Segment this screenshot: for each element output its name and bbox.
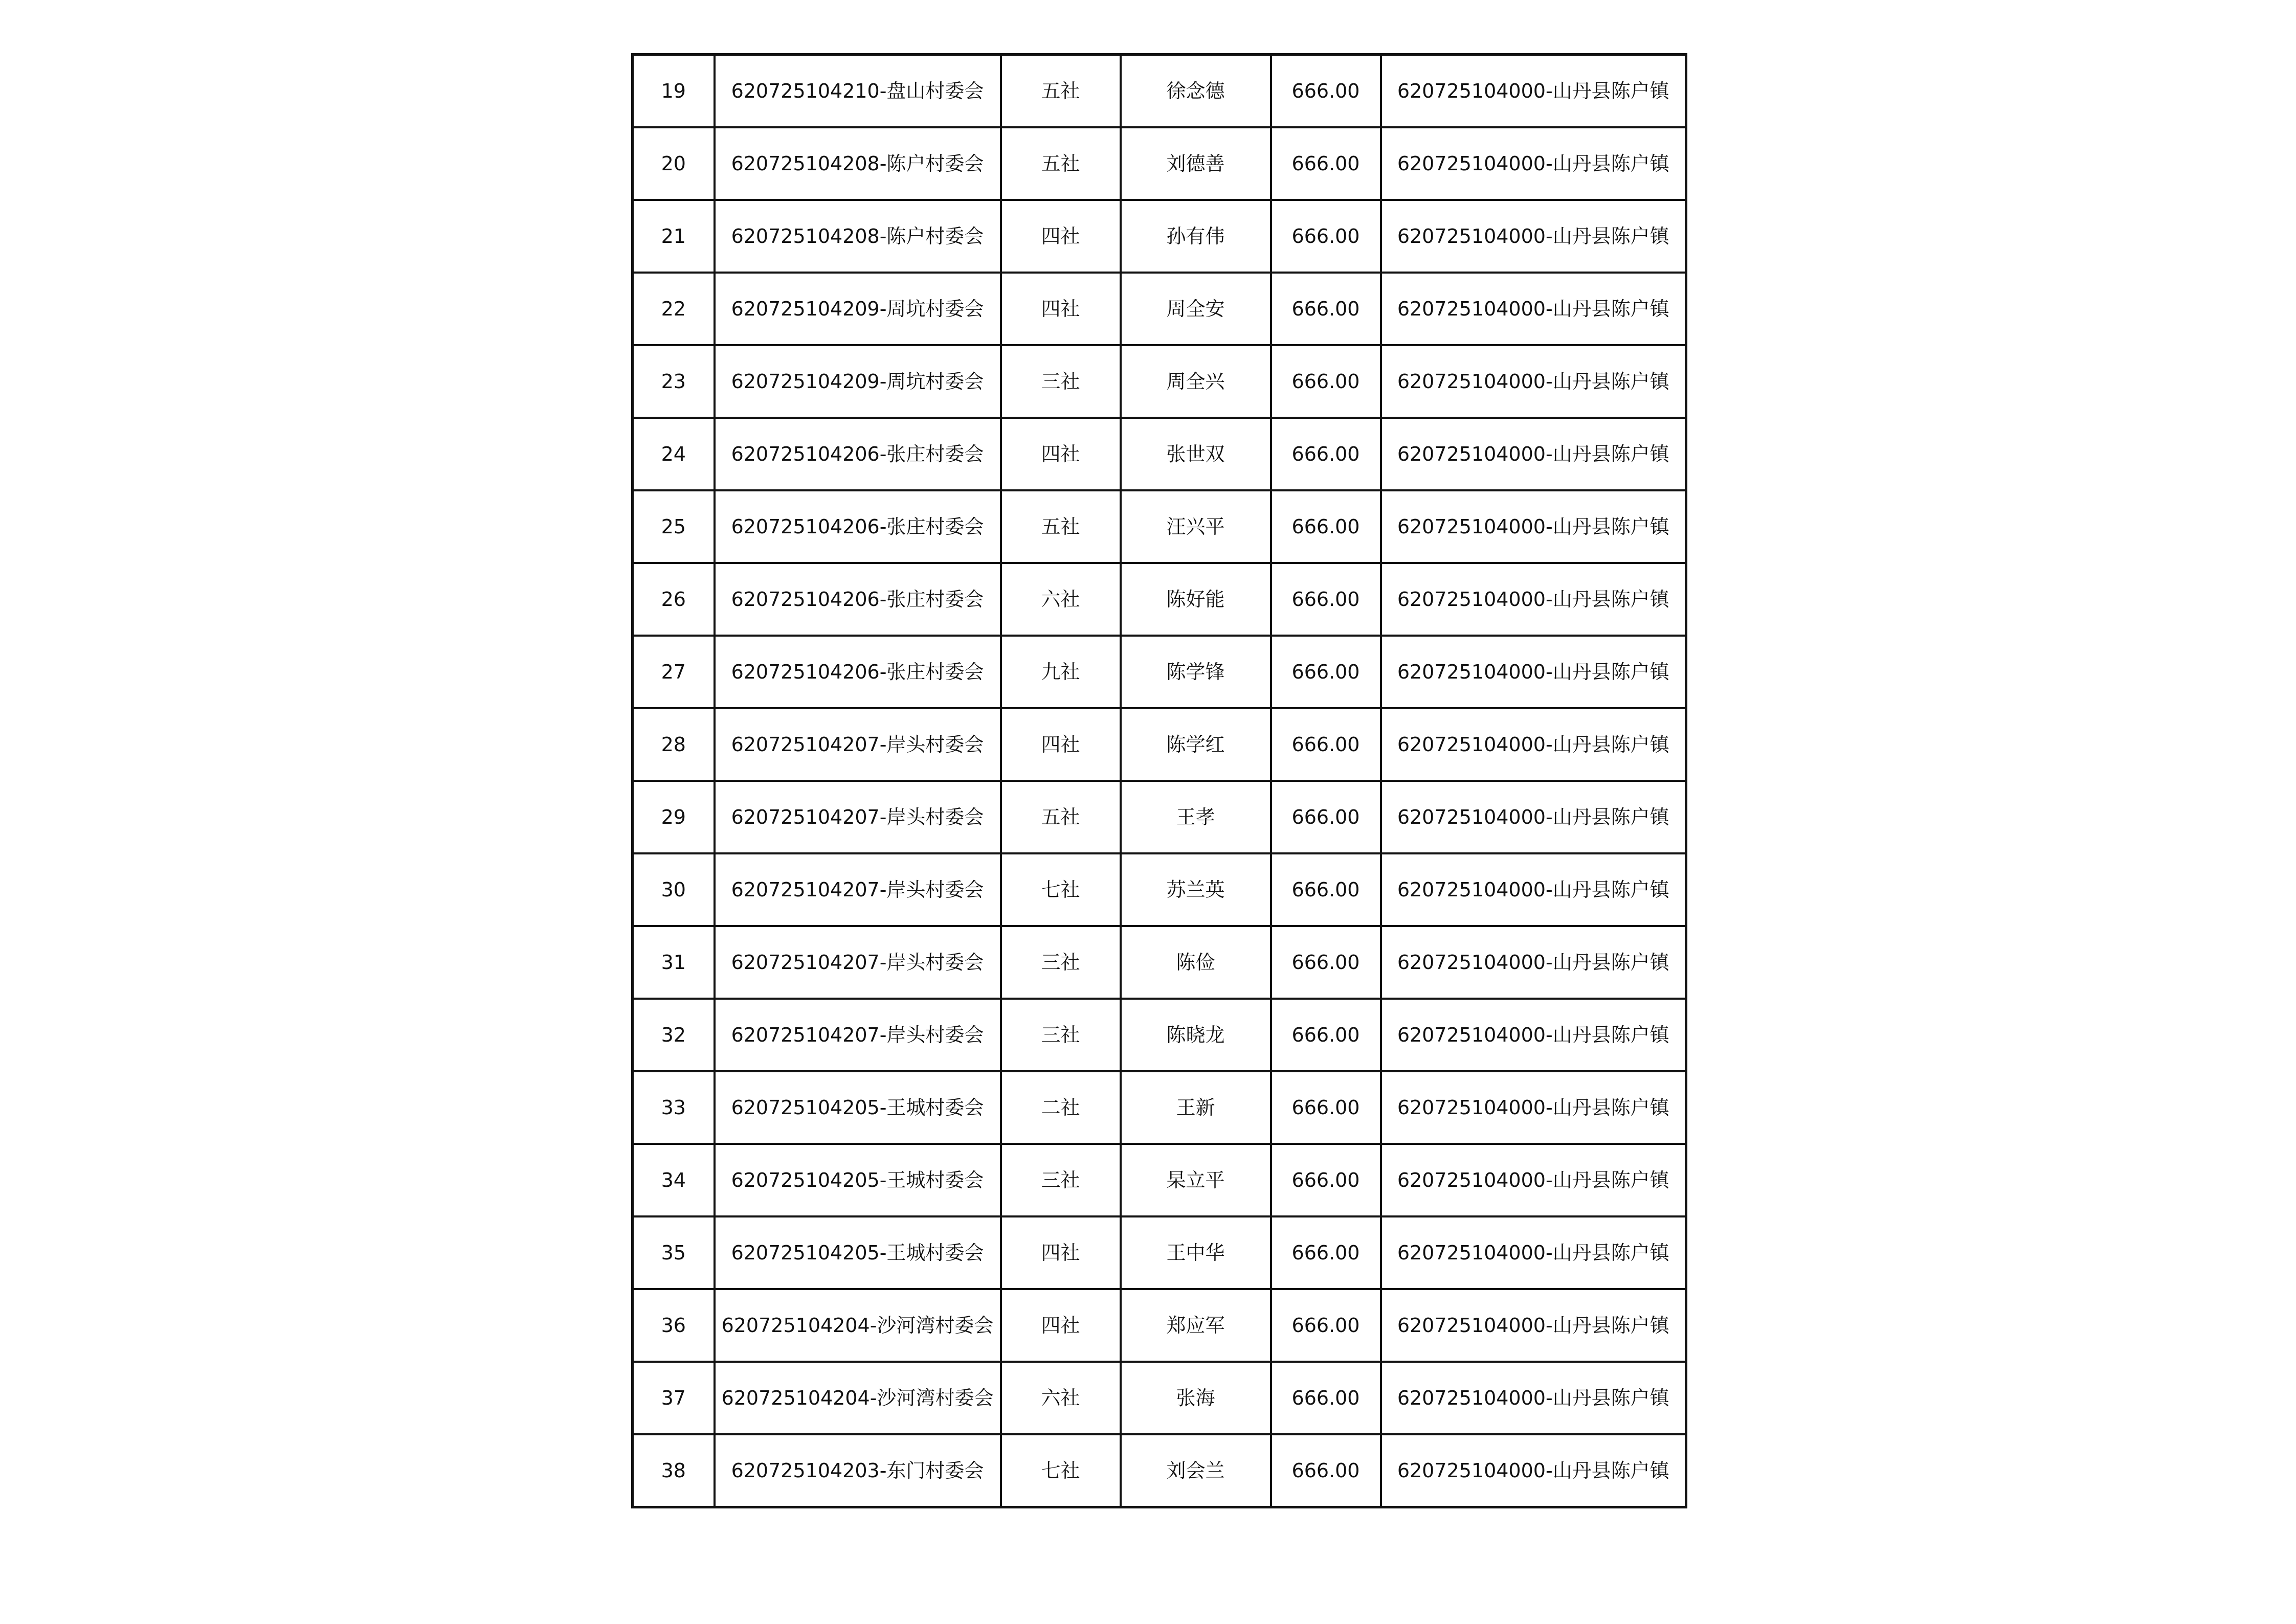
town-cell: 620725104000-山丹县陈户镇 <box>1381 1289 1686 1362</box>
row-number-cell: 33 <box>633 1071 715 1144</box>
table-row <box>633 563 1686 636</box>
amount-cell: 666.00 <box>1271 853 1381 926</box>
town-cell: 620725104000-山丹县陈户镇 <box>1381 708 1686 781</box>
row-number-cell: 28 <box>633 708 715 781</box>
name-cell: 刘会兰 <box>1121 1434 1271 1507</box>
row-number-cell: 37 <box>633 1362 715 1434</box>
table-row <box>633 55 1686 128</box>
name-cell: 陈学红 <box>1121 708 1271 781</box>
village-cell: 620725104205-王城村委会 <box>715 1071 1001 1144</box>
row-number-cell: 24 <box>633 418 715 490</box>
name-cell: 陈好能 <box>1121 563 1271 636</box>
name-cell: 陈晓龙 <box>1121 999 1271 1071</box>
amount-cell: 666.00 <box>1271 563 1381 636</box>
amount-cell: 666.00 <box>1271 55 1381 128</box>
amount-cell: 666.00 <box>1271 708 1381 781</box>
table-row <box>633 781 1686 853</box>
amount-cell: 666.00 <box>1271 273 1381 345</box>
village-cell: 620725104207-岸头村委会 <box>715 781 1001 853</box>
town-cell: 620725104000-山丹县陈户镇 <box>1381 273 1686 345</box>
amount-cell: 666.00 <box>1271 1071 1381 1144</box>
table-row <box>633 490 1686 563</box>
town-cell: 620725104000-山丹县陈户镇 <box>1381 1071 1686 1144</box>
amount-cell: 666.00 <box>1271 127 1381 200</box>
village-cell: 620725104207-岸头村委会 <box>715 853 1001 926</box>
table-row <box>633 636 1686 708</box>
village-cell: 620725104207-岸头村委会 <box>715 926 1001 999</box>
table-row <box>633 273 1686 345</box>
amount-cell: 666.00 <box>1271 1434 1381 1507</box>
table-row <box>633 1144 1686 1216</box>
village-cell: 620725104208-陈户村委会 <box>715 200 1001 273</box>
town-cell: 620725104000-山丹县陈户镇 <box>1381 636 1686 708</box>
table-row <box>633 1071 1686 1144</box>
table-row <box>633 418 1686 490</box>
name-cell: 郑应军 <box>1121 1289 1271 1362</box>
name-cell: 苏兰英 <box>1121 853 1271 926</box>
group-cell: 三社 <box>1001 999 1121 1071</box>
row-number-cell: 27 <box>633 636 715 708</box>
table-row <box>633 708 1686 781</box>
table-row <box>633 999 1686 1071</box>
table-row <box>633 1216 1686 1289</box>
group-cell: 七社 <box>1001 853 1121 926</box>
village-cell: 620725104210-盘山村委会 <box>715 55 1001 128</box>
village-cell: 620725104204-沙河湾村委会 <box>715 1289 1001 1362</box>
row-number-cell: 35 <box>633 1216 715 1289</box>
town-cell: 620725104000-山丹县陈户镇 <box>1381 127 1686 200</box>
town-cell: 620725104000-山丹县陈户镇 <box>1381 1216 1686 1289</box>
town-cell: 620725104000-山丹县陈户镇 <box>1381 345 1686 418</box>
group-cell: 四社 <box>1001 273 1121 345</box>
group-cell: 五社 <box>1001 127 1121 200</box>
amount-cell: 666.00 <box>1271 1216 1381 1289</box>
town-cell: 620725104000-山丹县陈户镇 <box>1381 418 1686 490</box>
row-number-cell: 25 <box>633 490 715 563</box>
name-cell: 周全安 <box>1121 273 1271 345</box>
village-cell: 620725104205-王城村委会 <box>715 1216 1001 1289</box>
group-cell: 五社 <box>1001 55 1121 128</box>
village-cell: 620725104206-张庄村委会 <box>715 490 1001 563</box>
village-cell: 620725104209-周坑村委会 <box>715 345 1001 418</box>
village-cell: 620725104204-沙河湾村委会 <box>715 1362 1001 1434</box>
amount-cell: 666.00 <box>1271 926 1381 999</box>
table-body <box>633 55 1686 1507</box>
row-number-cell: 29 <box>633 781 715 853</box>
name-cell: 张世双 <box>1121 418 1271 490</box>
town-cell: 620725104000-山丹县陈户镇 <box>1381 781 1686 853</box>
amount-cell: 666.00 <box>1271 636 1381 708</box>
row-number-cell: 26 <box>633 563 715 636</box>
row-number-cell: 23 <box>633 345 715 418</box>
group-cell: 七社 <box>1001 1434 1121 1507</box>
town-cell: 620725104000-山丹县陈户镇 <box>1381 1144 1686 1216</box>
group-cell: 六社 <box>1001 1362 1121 1434</box>
town-cell: 620725104000-山丹县陈户镇 <box>1381 926 1686 999</box>
group-cell: 五社 <box>1001 781 1121 853</box>
table-row <box>633 1434 1686 1507</box>
table-row <box>633 345 1686 418</box>
row-number-cell: 20 <box>633 127 715 200</box>
village-cell: 620725104208-陈户村委会 <box>715 127 1001 200</box>
group-cell: 四社 <box>1001 708 1121 781</box>
town-cell: 620725104000-山丹县陈户镇 <box>1381 55 1686 128</box>
name-cell: 陈俭 <box>1121 926 1271 999</box>
row-number-cell: 36 <box>633 1289 715 1362</box>
amount-cell: 666.00 <box>1271 1144 1381 1216</box>
name-cell: 汪兴平 <box>1121 490 1271 563</box>
name-cell: 张海 <box>1121 1362 1271 1434</box>
group-cell: 三社 <box>1001 345 1121 418</box>
village-cell: 620725104203-东门村委会 <box>715 1434 1001 1507</box>
row-number-cell: 19 <box>633 55 715 128</box>
town-cell: 620725104000-山丹县陈户镇 <box>1381 1362 1686 1434</box>
table-row <box>633 1289 1686 1362</box>
village-cell: 620725104207-岸头村委会 <box>715 708 1001 781</box>
amount-cell: 666.00 <box>1271 781 1381 853</box>
amount-cell: 666.00 <box>1271 200 1381 273</box>
name-cell: 王孝 <box>1121 781 1271 853</box>
group-cell: 四社 <box>1001 200 1121 273</box>
table-row <box>633 1362 1686 1434</box>
town-cell: 620725104000-山丹县陈户镇 <box>1381 200 1686 273</box>
table-row <box>633 200 1686 273</box>
name-cell: 周全兴 <box>1121 345 1271 418</box>
group-cell: 五社 <box>1001 490 1121 563</box>
group-cell: 二社 <box>1001 1071 1121 1144</box>
name-cell: 刘德善 <box>1121 127 1271 200</box>
name-cell: 徐念德 <box>1121 55 1271 128</box>
group-cell: 六社 <box>1001 563 1121 636</box>
town-cell: 620725104000-山丹县陈户镇 <box>1381 563 1686 636</box>
group-cell: 九社 <box>1001 636 1121 708</box>
name-cell: 孙有伟 <box>1121 200 1271 273</box>
group-cell: 四社 <box>1001 1216 1121 1289</box>
town-cell: 620725104000-山丹县陈户镇 <box>1381 853 1686 926</box>
name-cell: 陈学锋 <box>1121 636 1271 708</box>
group-cell: 三社 <box>1001 926 1121 999</box>
amount-cell: 666.00 <box>1271 1289 1381 1362</box>
amount-cell: 666.00 <box>1271 345 1381 418</box>
town-cell: 620725104000-山丹县陈户镇 <box>1381 490 1686 563</box>
village-cell: 620725104206-张庄村委会 <box>715 418 1001 490</box>
group-cell: 四社 <box>1001 418 1121 490</box>
name-cell: 王新 <box>1121 1071 1271 1144</box>
name-cell: 杲立平 <box>1121 1144 1271 1216</box>
group-cell: 四社 <box>1001 1289 1121 1362</box>
town-cell: 620725104000-山丹县陈户镇 <box>1381 1434 1686 1507</box>
village-cell: 620725104206-张庄村委会 <box>715 636 1001 708</box>
table-row <box>633 926 1686 999</box>
amount-cell: 666.00 <box>1271 418 1381 490</box>
row-number-cell: 34 <box>633 1144 715 1216</box>
row-number-cell: 32 <box>633 999 715 1071</box>
amount-cell: 666.00 <box>1271 1362 1381 1434</box>
name-cell: 王中华 <box>1121 1216 1271 1289</box>
roster-table <box>631 53 1687 1508</box>
row-number-cell: 30 <box>633 853 715 926</box>
amount-cell: 666.00 <box>1271 490 1381 563</box>
group-cell: 三社 <box>1001 1144 1121 1216</box>
row-number-cell: 21 <box>633 200 715 273</box>
row-number-cell: 22 <box>633 273 715 345</box>
village-cell: 620725104205-王城村委会 <box>715 1144 1001 1216</box>
row-number-cell: 31 <box>633 926 715 999</box>
village-cell: 620725104209-周坑村委会 <box>715 273 1001 345</box>
village-cell: 620725104206-张庄村委会 <box>715 563 1001 636</box>
town-cell: 620725104000-山丹县陈户镇 <box>1381 999 1686 1071</box>
table-row <box>633 853 1686 926</box>
amount-cell: 666.00 <box>1271 999 1381 1071</box>
village-cell: 620725104207-岸头村委会 <box>715 999 1001 1071</box>
row-number-cell: 38 <box>633 1434 715 1507</box>
table-row <box>633 127 1686 200</box>
